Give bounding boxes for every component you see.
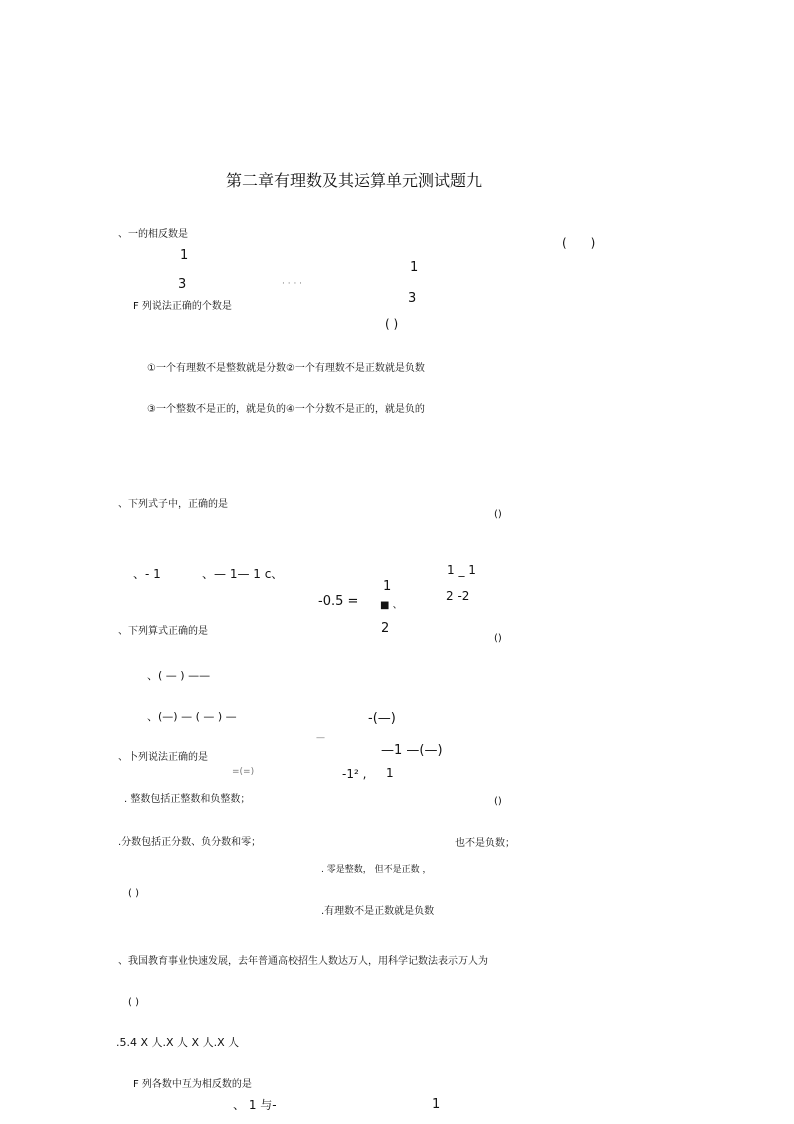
q3-option-a: 、- 1 <box>133 567 161 581</box>
q7-option-a: 、 1 与- <box>233 1098 277 1112</box>
q4-stem: 、下列算式正确的是 <box>118 626 208 637</box>
q5-stem: 、卜列说法正确的是 <box>118 752 208 763</box>
q4-option-b: 、(—) — ( — ) — <box>147 710 237 723</box>
q3-stem: 、下列式子中，正确的是 <box>118 499 228 510</box>
page-title: 第二章有理数及其运算单元测试题九 <box>226 171 483 190</box>
q1-fraction2-numerator: 1 <box>410 260 419 275</box>
q2-stem: F 列说法正确的个数是 <box>133 301 232 312</box>
q4-option-a: 、( — ) —— <box>147 669 211 682</box>
q6-stem: 、我国教育事业快速发展，去年普通高校招生人数达万人，用科学记数法表示万人为 <box>118 956 488 967</box>
q5-bracket: ( ) <box>128 888 139 899</box>
q3-option-d-top: 1 _ 1 <box>447 563 476 577</box>
q3-c-mark: ■ 、 <box>380 600 403 611</box>
q4-dash: — <box>316 733 325 743</box>
q1-stem: 、一的相反数是 <box>118 229 188 240</box>
q2-options-1-2: ①一个有理数不是整数就是分数②一个有理数不是正数就是负数 <box>147 363 425 374</box>
q4-option-c: -(—) <box>368 711 396 726</box>
q1-fraction1-numerator: 1 <box>180 248 189 263</box>
q1-answer-paren: ( ) <box>562 236 596 250</box>
q5-option-c: . 零是整数， 但不是正数 ， <box>321 865 432 875</box>
q5-answer-paren: () <box>494 796 502 807</box>
q2-answer-paren: ( ) <box>385 317 399 331</box>
q2-options-3-4: ③一个整数不是正的，就是负的④一个分数不是正的，就是负的 <box>147 404 425 415</box>
q3-answer-paren: () <box>494 509 502 520</box>
q4-answer-paren: () <box>494 633 502 644</box>
q3-option-b: 、— 1— 1 c、 <box>202 567 284 581</box>
q5-option-a: . 整数包括正整数和负整数； <box>124 794 251 805</box>
q1-dots: · · · · <box>282 279 303 289</box>
q6-options: .5.4 X 人.X 人 X 人.X 人 <box>116 1036 240 1049</box>
q5-option-b: .分数包括正分数、负分数和零； <box>118 837 262 848</box>
q6-answer-paren: ( ) <box>128 997 139 1008</box>
q1-fraction1-denominator: 3 <box>178 277 187 292</box>
q5-mark: =(=) <box>232 767 255 777</box>
q4-option-d: —1 —(—) <box>381 743 443 758</box>
q5-one: 1 <box>386 766 394 780</box>
q5-expression: -1² , <box>342 767 367 781</box>
q3-c-denominator: 2 <box>381 621 390 636</box>
q7-one: 1 <box>432 1097 441 1112</box>
q3-option-c: -0.5 = <box>318 594 359 609</box>
q5-option-c-tail: 也不是负数； <box>455 838 515 849</box>
q5-option-d: .有理数不是正数就是负数 <box>321 906 435 917</box>
q1-fraction2-denominator: 3 <box>408 291 417 306</box>
q3-c-numerator: 1 <box>383 579 392 594</box>
q3-option-d-bottom: 2 -2 <box>446 589 470 603</box>
q7-stem: F 列各数中互为相反数的是 <box>133 1079 252 1090</box>
